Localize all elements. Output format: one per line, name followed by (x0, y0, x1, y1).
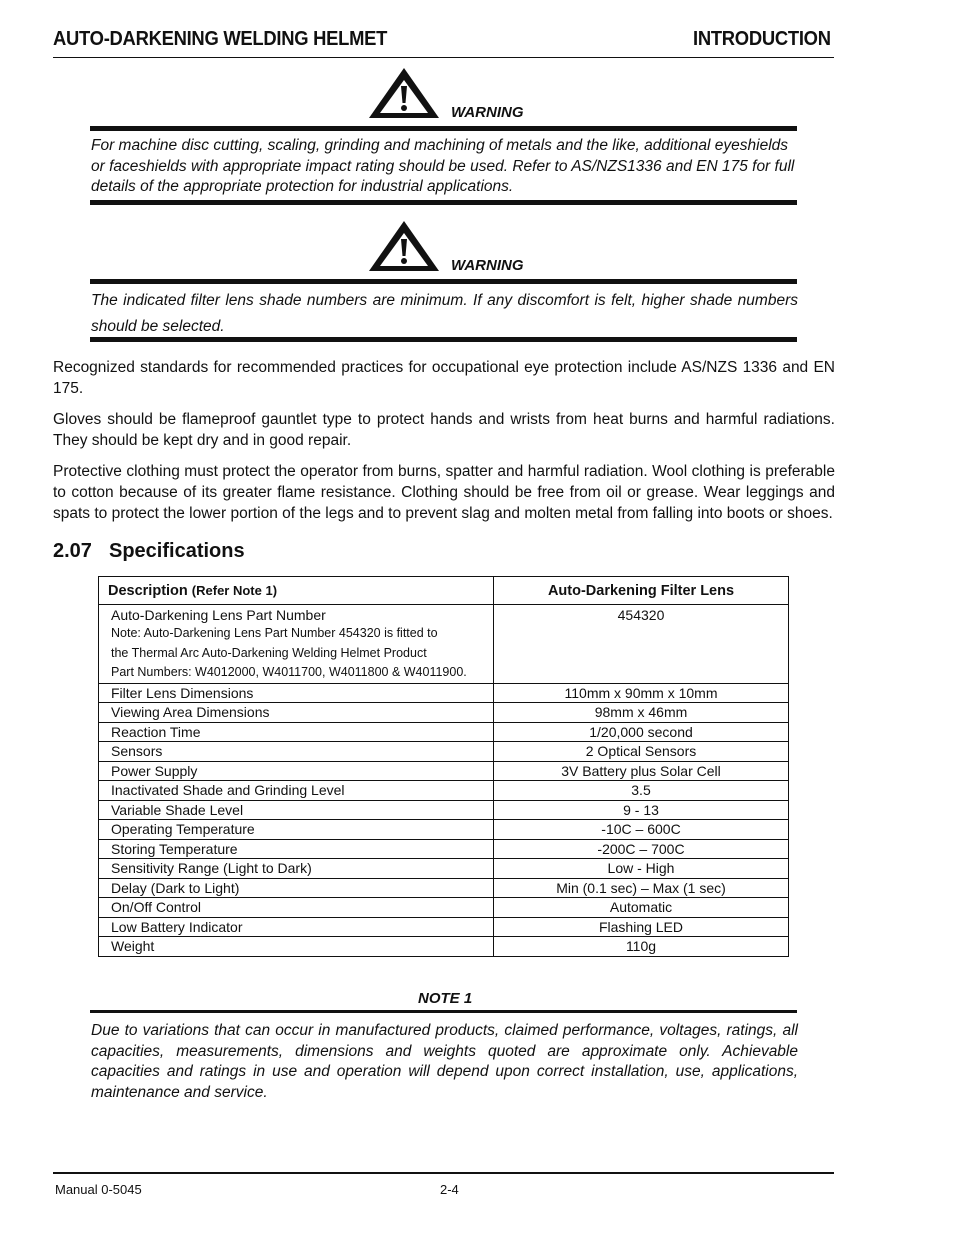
warning-top-bar (90, 279, 797, 284)
paragraph: Gloves should be flameproof gauntlet type to protect hands and wrists from heat burns and harmful radiations. They should be kept dry and in good repair. (53, 411, 835, 449)
footer-page-number: 2-4 (440, 1182, 459, 1197)
table-cell-value: 3.5 (494, 781, 789, 801)
table-cell-value: 454320 (494, 605, 789, 684)
table-cell-value: 1/20,000 second (494, 722, 789, 742)
table-cell-value: 9 - 13 (494, 800, 789, 820)
table-row (99, 898, 789, 918)
table-row (99, 820, 789, 840)
table-cell-label: Weight (99, 937, 494, 957)
table-cell-value: -200C – 700C (494, 839, 789, 859)
warning-top-bar (90, 126, 797, 131)
table-cell-label: Variable Shade Level (99, 800, 494, 820)
paragraph: Recognized standards for recommended practices for occupational eye protection include AS/NZS 1336 and EN 175. (53, 359, 835, 397)
table-cell-label: Sensors (99, 742, 494, 762)
header-right-title: INTRODUCTION (693, 28, 831, 50)
column-header-note: (Refer Note 1) (191, 582, 278, 598)
warning-text: The indicated filter lens shade numbers are minimum. If any discomfort is felt, higher shade numbers should be selected. (91, 292, 798, 335)
table-cell-value: 110g (494, 937, 789, 957)
note-text: Due to variations that can occur in manufactured products, claimed performance, voltages, ratings, all capacities, measurements, dimensions and weights quoted are approximate only. Achievable capacities and ratings in use and operation will depend upon correct installation, use, applications, maintenance and service. (91, 1022, 798, 1101)
header-left-title: AUTO-DARKENING WELDING HELMET (53, 28, 388, 50)
table-cell-label: Sensitivity Range (Light to Dark) (99, 859, 494, 879)
table-row (99, 683, 789, 703)
table-row (99, 761, 789, 781)
warning-label: WARNING (451, 104, 524, 121)
header-rule (53, 57, 834, 58)
warning-bottom-bar (90, 337, 797, 342)
table-cell-label: Inactivated Shade and Grinding Level (99, 781, 494, 801)
section-title: Specifications (109, 540, 245, 562)
table-cell-value: Low - High (494, 859, 789, 879)
table-cell-label: Auto-Darkening Lens Part Number Note: Auto-Darkening Lens Part Number 454320 is fitted to the Thermal Arc Auto-Darkening Welding Helmet Product Part Numbers: W4012000, W4011700, W4011800 & W4011900. (99, 605, 494, 684)
specifications-table (98, 576, 789, 957)
warning-label: WARNING (451, 257, 524, 274)
table-row (99, 605, 789, 684)
note-label: NOTE 1 (418, 990, 473, 1007)
table-cell-value: Automatic (494, 898, 789, 918)
table-cell-label: Viewing Area Dimensions (99, 703, 494, 723)
part-number-note: the Thermal Arc Auto-Darkening Welding Helmet Product (111, 645, 427, 660)
table-row (99, 839, 789, 859)
table-row (99, 937, 789, 957)
table-cell-value: -10C – 600C (494, 820, 789, 840)
column-header-filter-lens: Auto-Darkening Filter Lens (494, 577, 789, 605)
table-cell-label: Power Supply (99, 761, 494, 781)
table-cell-label: Delay (Dark to Light) (99, 878, 494, 898)
paragraph: Protective clothing must protect the operator from burns, spatter and harmful radiation. Wool clothing is preferable to cotton because of its greater flame resistance. Clothing should be free from oil or grease. Wear leggings and spats to protect the lower portion of the legs and to prevent slag and molten metal from falling into boots or shoes. (53, 463, 835, 522)
note-rule (90, 1010, 797, 1013)
table-row (99, 878, 789, 898)
table-cell-label: Filter Lens Dimensions (99, 683, 494, 703)
footer-rule (53, 1172, 834, 1174)
table-header-row (99, 577, 789, 605)
table-row (99, 917, 789, 937)
warning-text: For machine disc cutting, scaling, grinding and machining of metals and the like, additional eyeshields or faceshields with appropriate impact rating should be used. Refer to AS/NZS1336 and EN 175 for full details of the appropriate protection for industrial applications. (91, 137, 795, 195)
table-cell-value: Min (0.1 sec) – Max (1 sec) (494, 878, 789, 898)
table-cell-value: 110mm x 90mm x 10mm (494, 683, 789, 703)
table-cell-label: Storing Temperature (99, 839, 494, 859)
table-row (99, 859, 789, 879)
table-row (99, 703, 789, 723)
footer-manual-number: Manual 0-5045 (55, 1182, 142, 1197)
section-number: 2.07 (53, 540, 92, 562)
table-row (99, 800, 789, 820)
table-cell-label: Low Battery Indicator (99, 917, 494, 937)
table-cell-value: 3V Battery plus Solar Cell (494, 761, 789, 781)
table-cell-label: Operating Temperature (99, 820, 494, 840)
section-heading (53, 540, 245, 563)
table-row (99, 722, 789, 742)
table-cell-label: On/Off Control (99, 898, 494, 918)
part-number-note: Note: Auto-Darkening Lens Part Number 454320 is fitted to (111, 626, 438, 640)
part-number-note: Part Numbers: W4012000, W4011700, W4011800 & W4011900. (111, 665, 467, 679)
table-row (99, 742, 789, 762)
table-cell-value: 2 Optical Sensors (494, 742, 789, 762)
table-cell-value: 98mm x 46mm (494, 703, 789, 723)
warning-triangle-icon (367, 66, 441, 120)
table-row (99, 781, 789, 801)
column-header-description: Description (Refer Note 1) (99, 577, 494, 605)
warning-bottom-bar (90, 200, 797, 205)
warning-triangle-icon (367, 219, 441, 273)
table-cell-label: Reaction Time (99, 722, 494, 742)
table-cell-value: Flashing LED (494, 917, 789, 937)
